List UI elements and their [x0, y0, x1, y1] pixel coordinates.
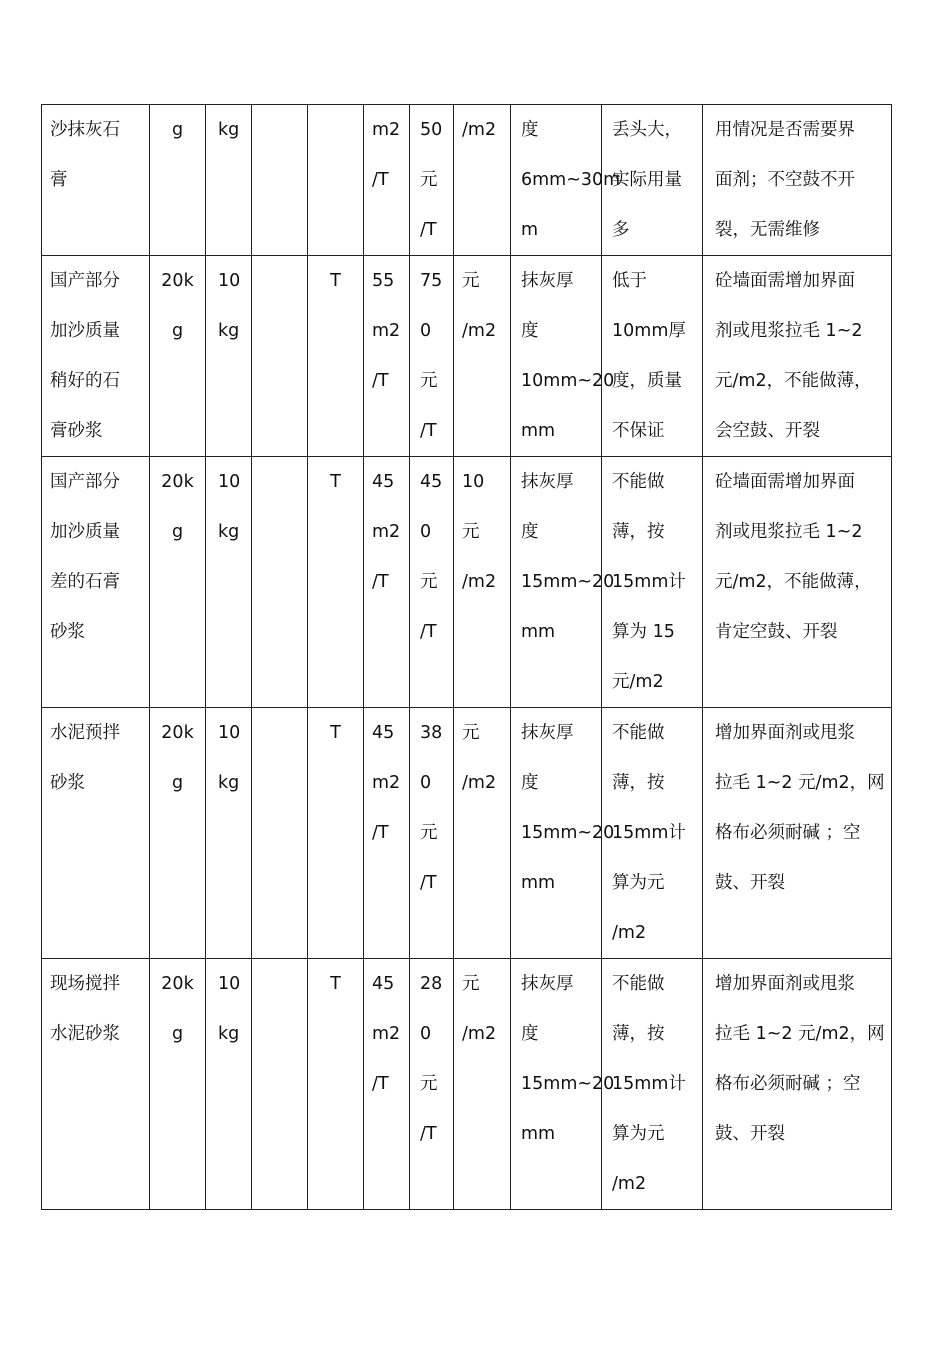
cell-usage-note: [602, 959, 703, 1210]
cell-price-per-ton: [410, 457, 454, 708]
usage-note-line: 15mm计: [612, 1074, 686, 1094]
remarks-line: 砼墙面需增加界面: [715, 271, 855, 291]
usage-note-line: 算为元: [612, 1124, 665, 1144]
price-per-ton-line: /T: [420, 1124, 437, 1144]
thickness-line: 6mm~30m: [521, 170, 621, 190]
price-per-ton-line: /T: [420, 421, 437, 441]
thickness-line: 抹灰厚: [521, 974, 574, 994]
unit-t-line: T: [330, 723, 341, 743]
cost-per-m2-line: /m2: [462, 773, 497, 793]
unit-weight-line: kg: [218, 773, 240, 793]
cost-per-m2-line: /m2: [462, 321, 497, 341]
remarks-line: 肯定空鼓、开裂: [715, 622, 838, 642]
coverage-per-ton-line: /T: [372, 170, 389, 190]
cell-coverage-per-ton: [364, 105, 410, 256]
usage-note-line: 实际用量: [612, 170, 682, 190]
unit-weight-line: 10: [218, 472, 241, 492]
cell-remarks: [703, 959, 892, 1210]
cell-thickness: [511, 105, 621, 256]
price-per-ton-line: 0: [420, 321, 432, 341]
material-name-line: 砂浆: [50, 773, 85, 793]
material-name-line: 稍好的石: [50, 371, 120, 391]
coverage-per-ton-line: /T: [372, 1074, 389, 1094]
unit-weight-line: kg: [218, 120, 240, 140]
cost-per-m2-line: 元: [462, 522, 480, 542]
price-per-ton-line: 50: [420, 120, 443, 140]
unit-weight-line: kg: [218, 321, 240, 341]
material-name-line: 国产部分: [50, 271, 120, 291]
remarks-line: 剂或甩浆拉毛 1~2: [715, 321, 863, 341]
remarks-line: 裂，无需维修: [715, 220, 820, 240]
cost-per-m2-line: /m2: [462, 120, 497, 140]
price-per-ton-line: 元: [420, 371, 438, 391]
material-name-line: 砂浆: [50, 622, 85, 642]
thickness-line: 10mm~20: [521, 371, 615, 391]
cell-material-name: [42, 105, 150, 256]
remarks-line: 会空鼓、开裂: [715, 421, 820, 441]
price-per-ton-line: 元: [420, 1074, 438, 1094]
unit-t-line: T: [330, 974, 341, 994]
bag-weight-line: 20k: [161, 472, 194, 492]
cell-bag-weight: [150, 105, 206, 256]
cell-unit-t: [308, 256, 364, 457]
cell-cost-per-m2: [454, 959, 511, 1210]
usage-note-line: 薄，按: [612, 522, 665, 542]
usage-note-line: 多: [612, 220, 630, 240]
cell-cost-per-m2: [454, 105, 511, 256]
unit-weight-line: 10: [218, 723, 241, 743]
remarks-line: 增加界面剂或甩浆: [715, 723, 855, 743]
usage-note-line: 度，质量: [612, 371, 682, 391]
unit-t-line: T: [330, 472, 341, 492]
price-per-ton-line: 0: [420, 773, 432, 793]
remarks-line: 增加界面剂或甩浆: [715, 974, 855, 994]
usage-note-line: 算为 15: [612, 622, 675, 642]
price-per-ton-line: /T: [420, 873, 437, 893]
material-name-line: 水泥砂浆: [50, 1024, 120, 1044]
thickness-line: 抹灰厚: [521, 472, 574, 492]
coverage-per-ton-line: m2: [372, 1024, 401, 1044]
material-name-line: 膏砂浆: [50, 421, 103, 441]
coverage-per-ton-line: m2: [372, 522, 401, 542]
remarks-line: 格布必须耐碱 ；空: [715, 823, 861, 843]
thickness-line: mm: [521, 873, 556, 893]
usage-note-line: 丢头大，: [612, 120, 682, 140]
material-name-line: 沙抹灰石: [50, 120, 120, 140]
material-name-line: 差的石膏: [50, 572, 120, 592]
material-name-line: 现场搅拌: [50, 974, 120, 994]
unit-t-line: T: [330, 271, 341, 291]
table-row: [42, 105, 892, 256]
price-per-ton-line: /T: [420, 622, 437, 642]
cell-material-name: [42, 457, 150, 708]
cell-price-per-ton: [410, 105, 454, 256]
cost-per-m2-line: 10: [462, 472, 485, 492]
usage-note-line: 不能做: [612, 723, 665, 743]
unit-weight-line: 10: [218, 974, 241, 994]
cost-per-m2-line: 元: [462, 723, 480, 743]
usage-note-line: 15mm计: [612, 823, 686, 843]
coverage-per-ton-line: 55: [372, 271, 395, 291]
thickness-line: 度: [521, 321, 539, 341]
usage-note-line: 不保证: [612, 421, 665, 441]
cell-thickness: [511, 256, 615, 457]
cell-remarks: [703, 256, 892, 457]
cell-unit-weight: [206, 959, 252, 1210]
thickness-line: 度: [521, 522, 539, 542]
cell-material-name: [42, 256, 150, 457]
cost-per-m2-line: 元: [462, 974, 480, 994]
material-name-line: 膏: [50, 170, 68, 190]
cost-per-m2-line: 元: [462, 271, 480, 291]
cell-coverage-per-ton: [364, 959, 410, 1210]
material-name-line: 水泥预拌: [50, 723, 120, 743]
material-name-line: 国产部分: [50, 472, 120, 492]
remarks-line: 元/m2，不能做薄，: [715, 572, 872, 592]
thickness-line: 15mm~20: [521, 1074, 615, 1094]
thickness-line: 15mm~20: [521, 823, 615, 843]
table-row: [42, 457, 892, 708]
usage-note-line: 15mm计: [612, 572, 686, 592]
cell-coverage-per-ton: [364, 256, 410, 457]
remarks-line: 砼墙面需增加界面: [715, 472, 855, 492]
thickness-line: mm: [521, 1124, 556, 1144]
cell-blank-col-a: [252, 708, 308, 959]
table-row: [42, 708, 892, 959]
thickness-line: 抹灰厚: [521, 723, 574, 743]
cell-blank-col-a: [252, 959, 308, 1210]
thickness-line: 15mm~20: [521, 572, 615, 592]
remarks-line: 格布必须耐碱 ；空: [715, 1074, 861, 1094]
cell-remarks: [703, 457, 892, 708]
table-row: [42, 959, 892, 1210]
remarks-line: 拉毛 1~2 元/m2，网: [715, 773, 885, 793]
thickness-line: mm: [521, 421, 556, 441]
cell-remarks: [703, 105, 892, 256]
thickness-line: 度: [521, 1024, 539, 1044]
usage-note-line: 元/m2: [612, 672, 664, 692]
cell-cost-per-m2: [454, 708, 511, 959]
coverage-per-ton-line: /T: [372, 823, 389, 843]
bag-weight-line: g: [171, 120, 184, 140]
price-per-ton-line: 元: [420, 823, 438, 843]
cell-unit-weight: [206, 256, 252, 457]
cell-unit-t: [308, 457, 364, 708]
cell-bag-weight: [150, 457, 206, 708]
usage-note-line: /m2: [612, 1174, 647, 1194]
price-per-ton-line: /T: [420, 220, 437, 240]
cell-blank-col-a: [252, 105, 308, 256]
table-row: [42, 256, 892, 457]
bag-weight-line: g: [171, 773, 184, 793]
cell-thickness: [511, 959, 615, 1210]
cell-coverage-per-ton: [364, 457, 410, 708]
coverage-per-ton-line: /T: [372, 371, 389, 391]
bag-weight-line: g: [171, 1024, 184, 1044]
coverage-per-ton-line: 45: [372, 974, 395, 994]
cost-per-m2-line: /m2: [462, 572, 497, 592]
thickness-line: 度: [521, 120, 539, 140]
coverage-per-ton-line: 45: [372, 723, 395, 743]
cell-usage-note: [602, 457, 703, 708]
thickness-line: 抹灰厚: [521, 271, 574, 291]
cell-thickness: [511, 457, 615, 708]
cell-price-per-ton: [410, 256, 454, 457]
price-per-ton-line: 元: [420, 170, 438, 190]
thickness-line: m: [521, 220, 539, 240]
coverage-per-ton-line: m2: [372, 120, 401, 140]
usage-note-line: /m2: [612, 923, 647, 943]
price-per-ton-line: 28: [420, 974, 443, 994]
cell-coverage-per-ton: [364, 708, 410, 959]
bag-weight-line: 20k: [161, 974, 194, 994]
usage-note-line: 算为元: [612, 873, 665, 893]
cell-bag-weight: [150, 708, 206, 959]
cell-price-per-ton: [410, 708, 454, 959]
usage-note-line: 10mm厚: [612, 321, 686, 341]
cell-cost-per-m2: [454, 457, 511, 708]
price-per-ton-line: 0: [420, 1024, 432, 1044]
cell-bag-weight: [150, 959, 206, 1210]
usage-note-line: 薄，按: [612, 1024, 665, 1044]
coverage-per-ton-line: m2: [372, 321, 401, 341]
bag-weight-line: g: [171, 522, 184, 542]
unit-weight-line: 10: [218, 271, 241, 291]
cell-material-name: [42, 708, 150, 959]
materials-comparison-table: [41, 104, 892, 1210]
price-per-ton-line: 45: [420, 472, 443, 492]
cost-per-m2-line: /m2: [462, 1024, 497, 1044]
cell-usage-note: [602, 708, 703, 959]
thickness-line: 度: [521, 773, 539, 793]
usage-note-line: 低于: [612, 271, 647, 291]
coverage-per-ton-line: m2: [372, 773, 401, 793]
cell-price-per-ton: [410, 959, 454, 1210]
cell-unit-t: [308, 105, 364, 256]
bag-weight-line: g: [171, 321, 184, 341]
cell-usage-note: [602, 256, 703, 457]
remarks-line: 面剂；不空鼓不开: [715, 170, 855, 190]
cell-material-name: [42, 959, 150, 1210]
cell-usage-note: [602, 105, 703, 256]
cell-unit-weight: [206, 708, 252, 959]
thickness-line: mm: [521, 622, 556, 642]
material-name-line: 加沙质量: [50, 522, 120, 542]
remarks-line: 拉毛 1~2 元/m2，网: [715, 1024, 885, 1044]
bag-weight-line: 20k: [161, 271, 194, 291]
cell-cost-per-m2: [454, 256, 511, 457]
price-per-ton-line: 元: [420, 572, 438, 592]
price-per-ton-line: 0: [420, 522, 432, 542]
remarks-line: 鼓、开裂: [715, 873, 785, 893]
remarks-line: 剂或甩浆拉毛 1~2: [715, 522, 863, 542]
remarks-line: 鼓、开裂: [715, 1124, 785, 1144]
usage-note-line: 不能做: [612, 974, 665, 994]
cell-bag-weight: [150, 256, 206, 457]
coverage-per-ton-line: 45: [372, 472, 395, 492]
unit-weight-line: kg: [218, 522, 240, 542]
bag-weight-line: 20k: [161, 723, 194, 743]
cell-remarks: [703, 708, 892, 959]
cell-blank-col-a: [252, 256, 308, 457]
coverage-per-ton-line: /T: [372, 572, 389, 592]
price-per-ton-line: 75: [420, 271, 443, 291]
cell-blank-col-a: [252, 457, 308, 708]
cell-unit-t: [308, 959, 364, 1210]
remarks-line: 元/m2，不能做薄，: [715, 371, 872, 391]
price-per-ton-line: 38: [420, 723, 443, 743]
unit-weight-line: kg: [218, 1024, 240, 1044]
cell-unit-weight: [206, 457, 252, 708]
cell-thickness: [511, 708, 615, 959]
cell-unit-t: [308, 708, 364, 959]
usage-note-line: 薄，按: [612, 773, 665, 793]
remarks-line: 用情况是否需要界: [715, 120, 855, 140]
cell-unit-weight: [206, 105, 252, 256]
usage-note-line: 不能做: [612, 472, 665, 492]
material-name-line: 加沙质量: [50, 321, 120, 341]
